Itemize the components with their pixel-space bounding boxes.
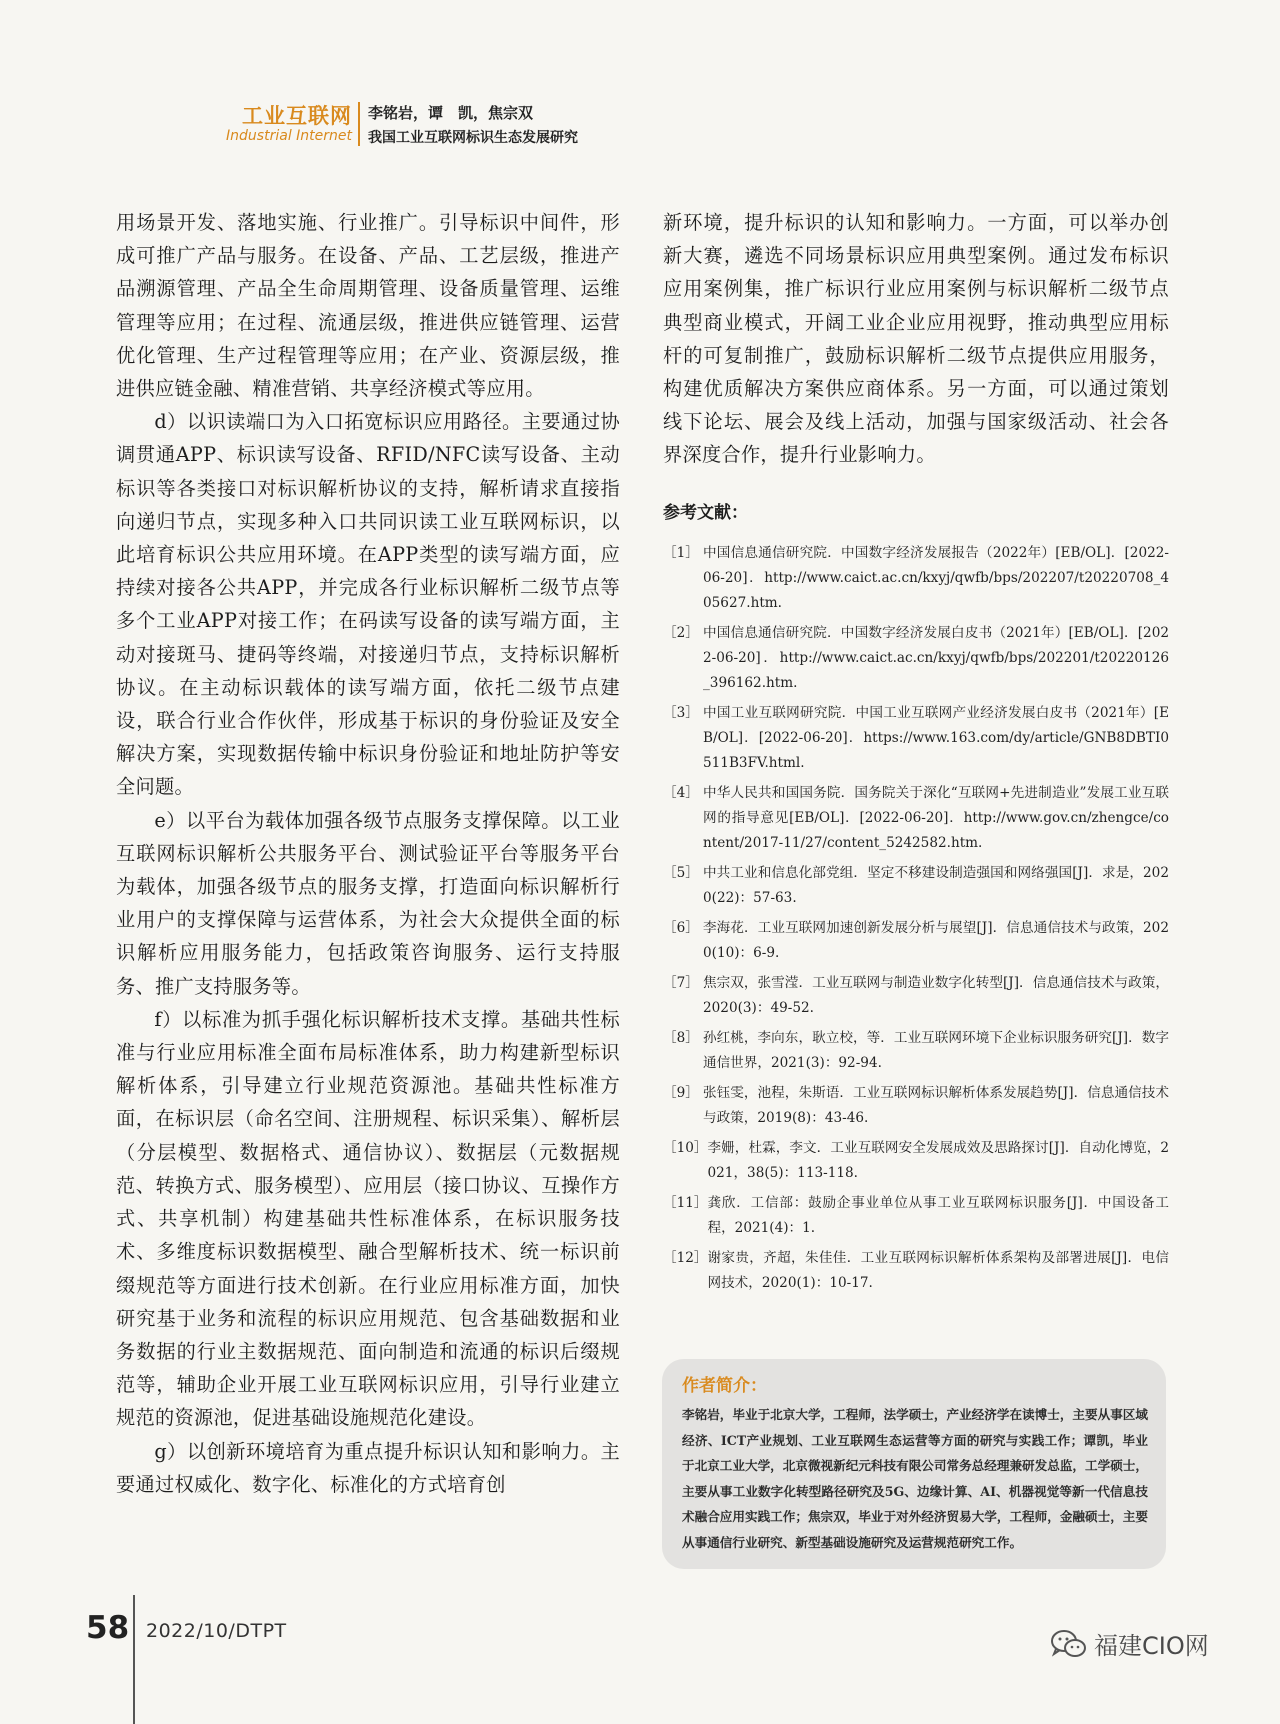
left-column — [116, 206, 620, 1501]
header-article-title: 我国工业互联网标识生态发展研究 — [368, 130, 578, 146]
reference-number: ［10］ — [663, 1139, 708, 1156]
reference-text: 谢家贵，齐超，朱佳佳．工业互联网标识解析体系架构及部署进展[J]．电信网技术，2020(1)：10-17. — [707, 1249, 1169, 1291]
body-paragraph-g: g）以创新环境培育为重点提升标识认知和影响力。主要通过权威化、数字化、标准化的方式培育创 — [116, 1439, 620, 1496]
watermark — [1050, 1626, 1209, 1661]
watermark-text: 福建CIO网 — [1094, 1632, 1209, 1660]
body-paragraph-f: f）以标准为抓手强化标识解析技术支撑。基础共性标准与行业应用标准全面布局标准体系，助力构建新型标识解析体系，引导建立行业规范资源池。基础共性标准方面，在标识层（命名空间、注册规程、标识采集）、解析层（分层模型、数据格式、通信协议）、数据层（元数据规范、转换方式、服务模型）、应用层（接口协议、互操作方式、共享机制）构建基础共性标准体系，在标识服务技术、多维度标识数据模型、融合型解析技术、统一标识前缀规范等方面进行技术创新。在行业应用标准方面，加快研究基于业务和流程的标识应用规范、包含基础数据和业务数据的行业主数据规范、面向制造和流通的标识后缀规范等，辅助企业开展工业互联网标识应用，引导行业建立规范的资源池，促进基础设施规范化建设。 — [116, 1007, 620, 1430]
references-list — [663, 541, 1169, 1296]
reference-item — [663, 541, 1169, 616]
reference-number: ［6］ — [663, 919, 699, 936]
page-number: 58 — [86, 1610, 130, 1646]
reference-text: 中共工业和信息化部党组．坚定不移建设制造强国和网络强国[J]．求是，2020(22)：57-63. — [703, 864, 1169, 906]
reference-text: 中国信息通信研究院．中国数字经济发展报告（2022年）[EB/OL]．[2022-06-20]．http://www.caict.ac.cn/kxyj/qwfb/bps/202207/t20220708_405627.htm. — [703, 544, 1169, 611]
reference-text: 中华人民共和国国务院．国务院关于深化“互联网+先进制造业”发展工业互联网的指导意见[EB/OL]．[2022-06-20]．http://www.gov.cn/zhengce/content/2017-11/27/content_5242582.htm. — [703, 784, 1169, 851]
reference-text: 中国工业互联网研究院．中国工业互联网产业经济发展白皮书（2021年）[EB/OL]．[2022-06-20]．https://www.163.com/dy/article/GNB8DBTI0511B3FV.html. — [703, 704, 1169, 771]
reference-item — [663, 1136, 1169, 1186]
reference-item — [663, 781, 1169, 856]
reference-text: 李姗，杜霖，李文．工业互联网安全发展成效及思路探讨[J]．自动化博览，2021，38(5)：113-118. — [707, 1139, 1169, 1181]
right-column — [663, 206, 1169, 1301]
reference-number: ［7］ — [663, 974, 699, 991]
reference-item — [663, 861, 1169, 911]
reference-item — [663, 1081, 1169, 1131]
body-paragraph: 用场景开发、落地实施、行业推广。引导标识中间件，形成可推广产品与服务。在设备、产品、工艺层级，推进产品溯源管理、产品全生命周期管理、设备质量管理、运维管理等应用；在过程、流通层级，推进供应链管理、运营优化管理、生产过程管理等应用；在产业、资源层级，推进供应链金融、精准营销、共享经济模式等应用。 — [116, 211, 620, 401]
footer-divider — [133, 1595, 135, 1724]
reference-item — [663, 916, 1169, 966]
body-paragraph-d: d）以识读端口为入口拓宽标识应用路径。主要通过协调贯通APP、标识读写设备、RFID/NFC读写设备、主动标识等各类接口对标识解析协议的支持，解析请求直接指向递归节点，实现多种入口共同识读工业互联网标识，以此培育标识公共应用环境。在APP类型的读写端方面，应持续对接各公共APP，并完成各行业标识解析二级节点等多个工业APP对接工作；在码读写设备的读写端方面，主动对接斑马、捷码等终端，对接递归节点，支持标识解析协议。在主动标识载体的读写端方面，依托二级节点建设，联合行业合作伙伴，形成基于标识的身份验证及安全解决方案，实现数据传输中标识身份验证和地址防护等安全问题。 — [116, 410, 620, 799]
reference-item — [663, 1026, 1169, 1076]
reference-number: ［1］ — [663, 544, 699, 561]
reference-item — [663, 1191, 1169, 1241]
reference-text: 张钰雯，池程，朱斯语．工业互联网标识解析体系发展趋势[J]．信息通信技术与政策，2019(8)：43-46. — [703, 1084, 1169, 1126]
reference-number: ［4］ — [663, 784, 699, 801]
reference-text: 中国信息通信研究院．中国数字经济发展白皮书（2021年）[EB/OL]．[2022-06-20]．http://www.caict.ac.cn/kxyj/qwfb/bps/202201/t20220126_396162.htm. — [703, 624, 1169, 691]
body-paragraph-continued: 新环境，提升标识的认知和影响力。一方面，可以举办创新大赛，遴选不同场景标识应用典型案例。通过发布标识应用案例集，推广标识行业应用案例与标识解析二级节点典型商业模式，开阔工业企业应用视野，推动典型应用标杆的可复制推广，鼓励标识解析二级节点提供应用服务，构建优质解决方案供应商体系。另一方面，可以通过策划线下论坛、展会及线上活动，加强与国家级活动、社会各界深度合作，提升行业影响力。 — [663, 211, 1169, 467]
section-brand-en: Industrial Internet — [226, 128, 352, 144]
reference-number: ［12］ — [663, 1249, 708, 1266]
reference-number: ［8］ — [663, 1029, 699, 1046]
author-bio-text: 李铭岩，毕业于北京大学，工程师，法学硕士，产业经济学在读博士，主要从事区域经济、ICT产业规划、工业互联网生态运营等方面的研究与实践工作；谭凯，毕业于北京工业大学，北京微视新纪元科技有限公司常务总经理兼研发总监，工学硕士，主要从事工业数字化转型路径研究及5G、边缘计算、AI、机器视觉等新一代信息技术融合应用实践工作；焦宗双，毕业于对外经济贸易大学，工程师，金融硕士，主要从事通信行业研究、新型基础设施研究及运营规范研究工作。 — [682, 1407, 1148, 1550]
author-bio-box — [662, 1359, 1166, 1569]
header-authors: 李铭岩，谭 凯，焦宗双 — [368, 104, 534, 122]
author-bio-title: 作者简介： — [682, 1376, 767, 1396]
references-heading: 参考文献： — [663, 502, 748, 523]
reference-item — [663, 1246, 1169, 1296]
reference-text: 龚欣．工信部：鼓励企事业单位从事工业互联网标识服务[J]．中国设备工程，2021(4)：1. — [707, 1194, 1169, 1236]
header-divider — [358, 102, 360, 146]
reference-number: ［11］ — [663, 1194, 708, 1211]
reference-item — [663, 701, 1169, 776]
reference-text: 李海花．工业互联网加速创新发展分析与展望[J]．信息通信技术与政策，2020(10)：6-9. — [703, 919, 1169, 961]
issue-label: 2022/10/DTPT — [146, 1620, 287, 1642]
reference-text: 焦宗双，张雪滢．工业互联网与制造业数字化转型[J]．信息通信技术与政策，2020(3)：49-52. — [703, 974, 1169, 1016]
section-brand-cn: 工业互联网 — [242, 104, 352, 128]
reference-number: ［2］ — [663, 624, 699, 641]
page-header — [0, 100, 1280, 150]
reference-item — [663, 621, 1169, 696]
reference-number: ［5］ — [663, 864, 699, 881]
body-paragraph-e: e）以平台为载体加强各级节点服务支撑保障。以工业互联网标识解析公共服务平台、测试验证平台等服务平台为载体，加强各级节点的服务支撑，打造面向标识解析行业用户的支撑保障与运营体系，为社会大众提供全面的标识解析应用服务能力，包括政策咨询服务、运行支持服务、推广支持服务等。 — [116, 808, 620, 998]
reference-item — [663, 971, 1169, 1021]
reference-number: ［3］ — [663, 704, 699, 721]
reference-number: ［9］ — [663, 1084, 699, 1101]
reference-text: 孙红桃，李向东，耿立校，等．工业互联网环境下企业标识服务研究[J]．数字通信世界，2021(3)：92-94. — [703, 1029, 1169, 1071]
wechat-icon — [1050, 1629, 1088, 1659]
